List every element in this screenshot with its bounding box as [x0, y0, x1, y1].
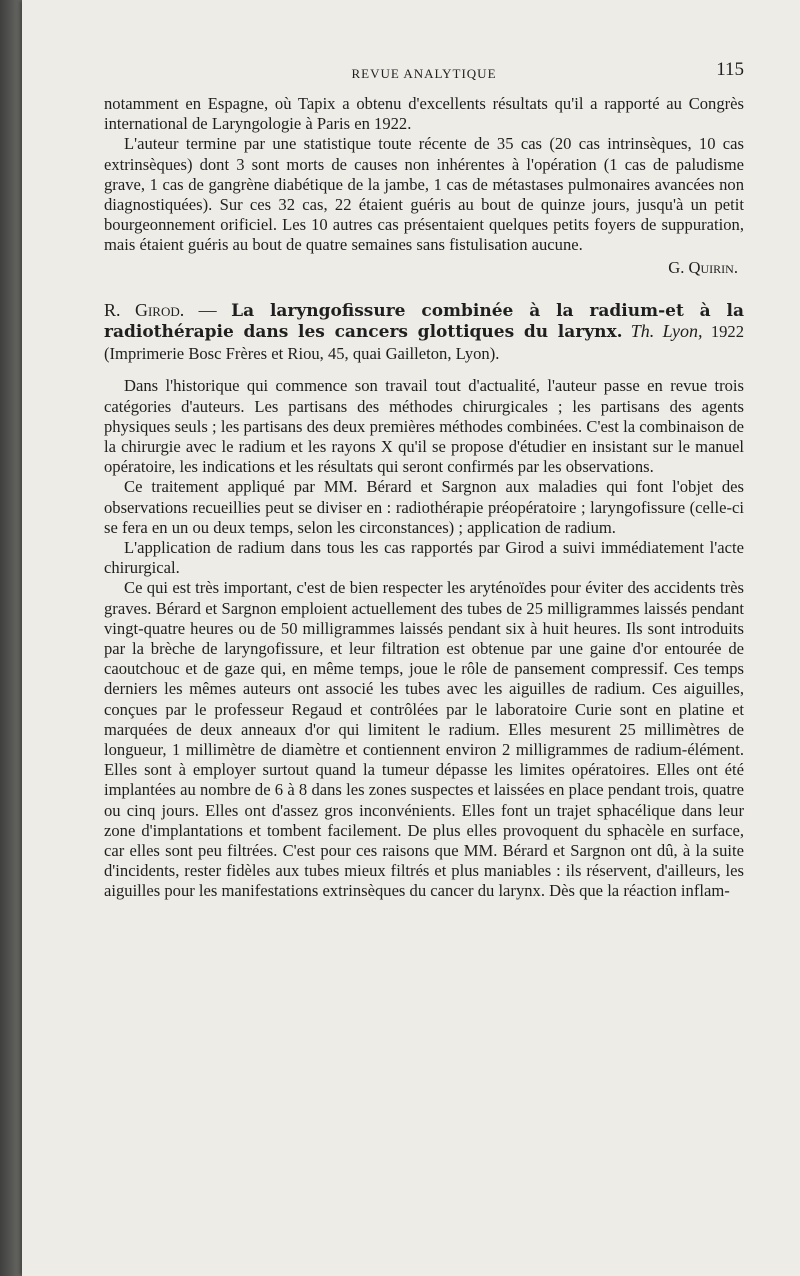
review-separator: —	[184, 299, 232, 320]
review-paragraph: Dans l'historique qui commence son travail tout d'actualité, l'auteur passe en revue trois catégories d'auteurs. Les partisans des méthodes chirurgicales ; les partisans des agents physiques seuls ; les partisans des deux premières méthodes combinées. C'est la combinaison de la chirurgie avec le radium et les rayons X qu'il se propose d'étudier en insistant sur le manuel opératoire, les indications et les résultats qui seront confirmés par les observations.	[104, 376, 744, 477]
review-body	[104, 376, 744, 901]
previous-review-paragraph-1: notamment en Espagne, où Tapix a obtenu d'excellents résultats qu'il a rapporté au Congrès international de Laryngologie à Paris en 1922.	[104, 94, 744, 134]
running-head: REVUE ANALYTIQUE	[351, 66, 497, 81]
review-publication: 1922 (Imprimerie Bosc Frères et Riou, 45, quai Gailleton, Lyon).	[104, 322, 745, 363]
review-thesis: Th. Lyon,	[630, 321, 703, 342]
review-paragraph: Ce traitement appliqué par MM. Bérard et Sargnon aux maladies qui font l'objet des observations recueillies peut se diviser en : radiothérapie préopératoire ; laryngofissure (celle-ci se fera en un ou deux temps, selon les circonstances) ; application de radium.	[104, 477, 744, 537]
review-author: R. Girod.	[104, 299, 185, 320]
book-binding-shadow	[0, 0, 22, 1276]
page-header	[104, 58, 744, 86]
review-paragraph: Ce qui est très important, c'est de bien respecter les aryténoïdes pour éviter des accidents très graves. Bérard et Sargnon emploient actuellement des tubes de 25 milligrammes laissés pendant vingt-quatre heures ou de 50 milligrammes laissés pendant six à huit heures. Ils sont introduits par la brèche de laryngofissure, et leur filtration est obtenue par une gaine d'or entourée de caoutchouc et de gaze qui, en même temps, joue le rôle de pansement compressif. Ces temps derniers les mêmes auteurs ont associé les tubes avec les aiguilles de radium. Ces aiguilles, conçues par le professeur Regaud et contrôlées par le laboratoire Curie sont en platine et marquées de deux anneaux d'or qui limitent le radium. Elles mesurent 25 millimètres de longueur, 1 millimètre de diamètre et contiennent environ 2 milligrammes de radium-élément. Elles sont à employer surtout quand la tumeur dépasse les limites opératoires. Elles ont été implantées au nombre de 6 à 8 dans les zones suspectes et laissées en place pendant trois, quatre ou cinq jours. Elles ont d'assez gros inconvénients. Elles font un trajet sphacélique dans leur zone d'implantations et tombent facilement. De plus elles provoquent du sphacèle en surface, car elles sont peu filtrées. C'est pour ces raisons que MM. Bérard et Sargnon ont dû, à la suite d'incidents, rester fidèles aux tubes mieux filtrés et plus maniables : ils réservent, d'ailleurs, les aiguilles pour les manifestations extrinsèques du cancer du larynx. Dès que la réaction inflam-	[104, 578, 744, 901]
review-heading	[104, 300, 744, 365]
review-title: La laryngofissure combinée à la radium-et à la radiothérapie dans les cancers glottiques du larynx.	[104, 300, 745, 343]
page-number: 115	[716, 59, 744, 80]
book-page	[22, 0, 800, 1276]
review-signature: G. Quirin.	[668, 257, 738, 277]
review-paragraph: L'application de radium dans tous les cas rapportés par Girod a suivi immédiatement l'acte chirurgical.	[104, 537, 744, 578]
page-content	[104, 58, 744, 902]
previous-review-paragraph-2: L'auteur termine par une statistique toute récente de 35 cas (20 cas intrinsèques, 10 cas extrinsèques) dont 3 sont morts de causes non inhérentes à l'opération (1 cas de paludisme grave, 1 cas de gangrène diabétique de la jambe, 1 cas de métastases pulmonaires avancées non diagnostiquées). Sur ces 32 cas, 22 étaient guéris au bout de quinze jours, jusqu'à un petit bourgeonnement orificiel. Les 10 autres cas présentaient quelques petits foyers de suppuration, mais étaient guéris au bout de quatre semaines sans fistulisation aucune.	[104, 134, 744, 255]
